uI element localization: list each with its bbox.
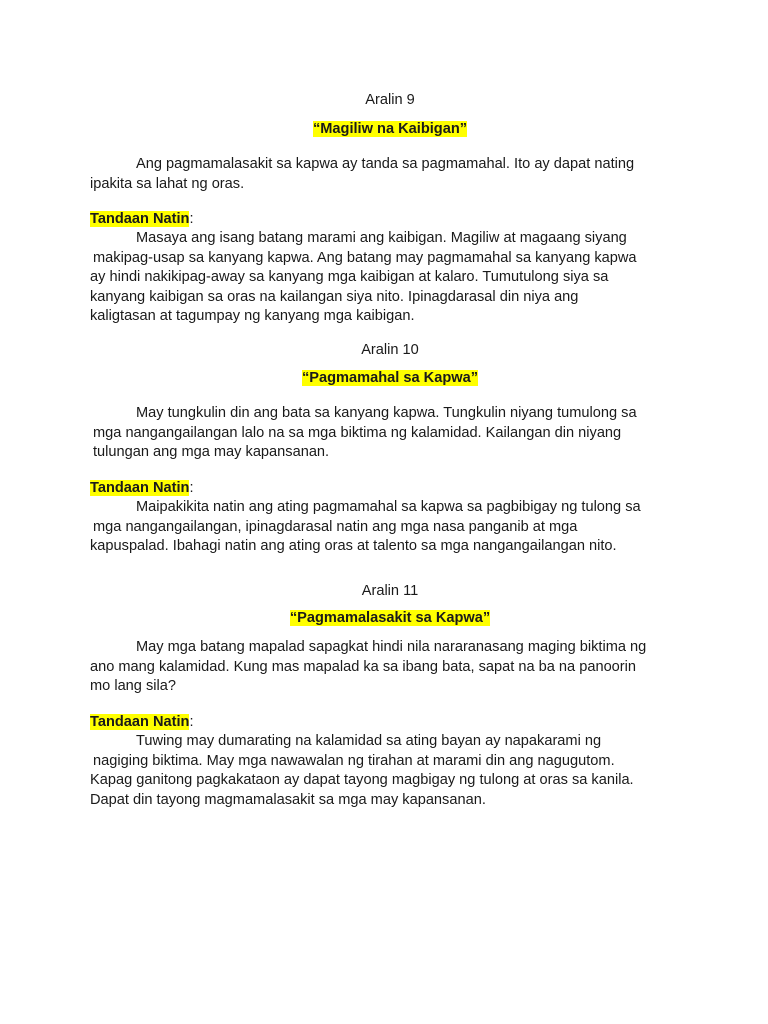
lesson-10-tandaan-body: [90, 498, 690, 557]
lesson-9-tandaan-body: [90, 229, 690, 327]
lesson-10-intro-line: May tungkulin din ang bata sa kanyang kapwa. Tungkulin niyang tumulong sa: [136, 405, 637, 421]
lesson-10-title-line: [90, 369, 690, 389]
lesson-9-tandaan-line: makipag-usap sa kanyang kapwa. Ang batang may pagmamahal sa kanyang kapwa: [93, 249, 637, 266]
lesson-10-tandaan-line: Maipakikita natin ang ating pagmamahal sa kapwa sa pagbibigay ng tulong sa: [136, 499, 641, 515]
lesson-11-tandaan-body: [90, 732, 690, 810]
lesson-9-intro-line: Ang pagmamalasakit sa kapwa ay tanda sa pagmamahal. Ito ay dapat nating: [136, 156, 635, 172]
lesson-9-title: “Magiliw na Kaibigan”: [312, 121, 468, 137]
lesson-10-tandaan-heading: [90, 479, 690, 499]
lesson-11-tandaan-line: Dapat din tayong magmamalasakit sa mga may kapansanan.: [90, 791, 486, 808]
lesson-9-heading: Aralin 9: [365, 92, 415, 108]
lesson-11-tandaan-line: Tuwing may dumarating na kalamidad sa ating bayan ay napakarami ng: [136, 733, 602, 749]
lesson-10-tandaan-line: mga nangangailangan, ipinagdarasal natin ang mga nasa panganib at mga: [93, 518, 578, 535]
lesson-9-title-line: [90, 120, 690, 140]
lesson-11-heading: Aralin 11: [361, 583, 419, 599]
lesson-9-tandaan-line: kaligtasan at tagumpay ng kanyang mga kaibigan.: [90, 308, 415, 324]
lesson-11-tandaan-line: Kapag ganitong pagkakataon ay dapat tayong magbigay ng tulong at oras sa kanila.: [90, 772, 634, 788]
lesson-11-intro-line: May mga batang mapalad sapagkat hindi nila nararanasang maging biktima ng: [136, 639, 647, 655]
lesson-11-title: “Pagmamalasakit sa Kapwa”: [289, 610, 491, 626]
lesson-11-tandaan-line: nagiging biktima. May mga nawawalan ng tirahan at marami din ang nagugutom.: [93, 752, 615, 769]
lesson-11-title-line: [90, 609, 690, 629]
tandaan-colon: :: [189, 480, 194, 496]
lesson-11-intro-line: ano mang kalamidad. Kung mas mapalad ka sa ibang bata, sapat na ba na panoorin: [90, 658, 637, 675]
lesson-10-intro-line: tulungan ang mga may kapansanan.: [93, 444, 330, 460]
lesson-11-intro: [90, 638, 690, 697]
lesson-10-tandaan-line: kapuspalad. Ibahagi natin ang ating oras at talento sa mga nangangailangan nito.: [90, 538, 617, 554]
tandaan-natin-label: Tandaan Natin: [90, 480, 190, 496]
lesson-9-tandaan-line: ay hindi nakikipag-away sa kanyang mga kaibigan at kalaro. Tumutulong siya sa: [90, 269, 609, 285]
tandaan-colon: :: [189, 714, 194, 730]
tandaan-natin-label: Tandaan Natin: [90, 211, 190, 227]
lesson-9-tandaan-heading: [90, 210, 690, 230]
lesson-11-tandaan-heading: [90, 713, 690, 733]
tandaan-colon: :: [189, 211, 194, 227]
lesson-11-intro-line: mo lang sila?: [90, 678, 176, 694]
lesson-10-title: “Pagmamahal sa Kapwa”: [301, 370, 478, 386]
tandaan-natin-label: Tandaan Natin: [90, 714, 190, 730]
lesson-9-intro: [90, 155, 690, 194]
lesson-9-intro-line: ipakita sa lahat ng oras.: [90, 175, 245, 192]
lesson-10-intro: [90, 404, 690, 463]
lesson-10-heading: Aralin 10: [361, 342, 419, 358]
lesson-10-intro-line: mga nangangailangan lalo na sa mga biktima ng kalamidad. Kailangan din niyang: [93, 424, 622, 441]
lesson-9-tandaan-line: kanyang kaibigan sa oras na kailangan siya nito. Ipinagdarasal din niya ang: [90, 288, 579, 305]
lesson-9-tandaan-line: Masaya ang isang batang marami ang kaibigan. Magiliw at magaang siyang: [136, 230, 627, 246]
